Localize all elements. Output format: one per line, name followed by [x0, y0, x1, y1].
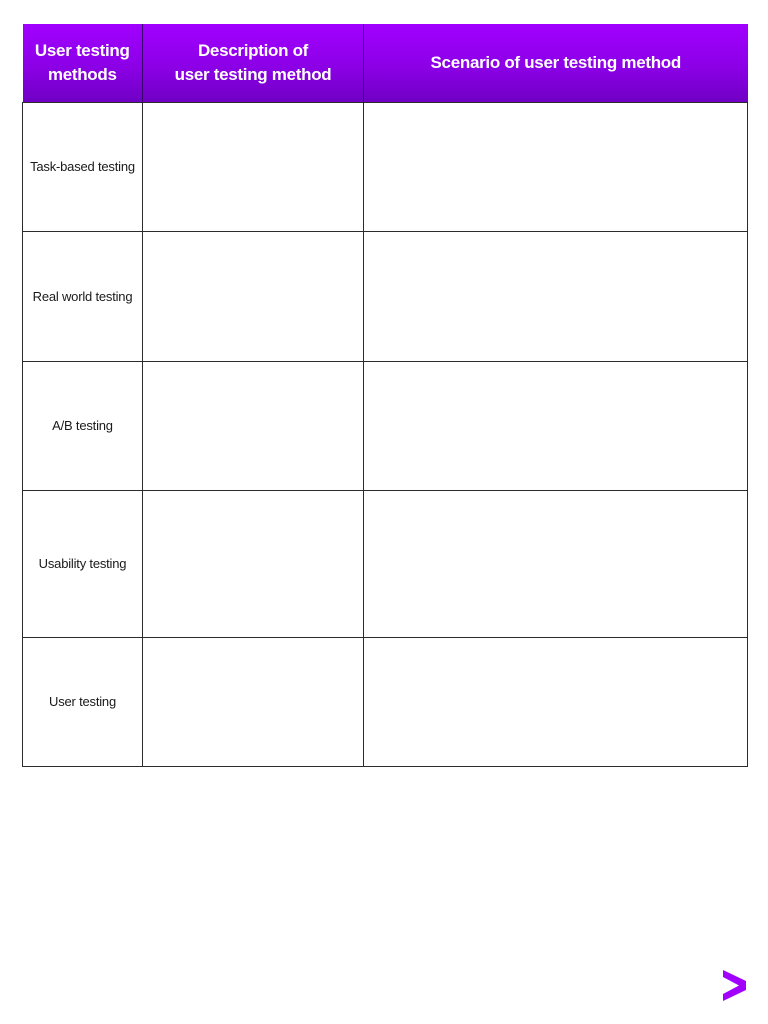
method-cell: Usability testing — [23, 490, 143, 637]
description-cell[interactable] — [143, 637, 364, 766]
method-cell: Task-based testing — [23, 102, 143, 231]
table-row — [23, 102, 748, 231]
header-row — [23, 24, 748, 102]
table-row — [23, 231, 748, 361]
table-row — [23, 490, 748, 637]
table-header — [23, 24, 748, 102]
method-cell: User testing — [23, 637, 143, 766]
header-description — [143, 24, 364, 102]
table-row — [23, 637, 748, 766]
header-methods-line-2: methods — [47, 64, 117, 84]
description-cell[interactable] — [143, 231, 364, 361]
method-cell: A/B testing — [23, 361, 143, 490]
scenario-cell[interactable] — [364, 637, 748, 766]
header-methods-line-1: User testing — [34, 40, 130, 60]
header-scenario — [364, 24, 748, 102]
user-testing-worksheet — [22, 24, 747, 767]
scenario-cell[interactable] — [364, 361, 748, 490]
scenario-cell[interactable] — [364, 231, 748, 361]
method-cell: Real world testing — [23, 231, 143, 361]
header-description-line-2: user testing method — [174, 64, 332, 84]
chevron-logo-shape — [723, 970, 746, 1001]
scenario-cell[interactable] — [364, 490, 748, 637]
header-methods — [23, 24, 143, 102]
description-cell[interactable] — [143, 102, 364, 231]
scenario-cell[interactable] — [364, 102, 748, 231]
header-scenario-line-1: Scenario of user testing method — [430, 52, 681, 72]
table-row — [23, 361, 748, 490]
description-cell[interactable] — [143, 490, 364, 637]
header-description-line-1: Description of — [197, 40, 309, 60]
description-cell[interactable] — [143, 361, 364, 490]
table-body — [23, 102, 748, 766]
chevron-right-logo-icon — [721, 968, 747, 1004]
user-testing-table — [22, 24, 748, 767]
